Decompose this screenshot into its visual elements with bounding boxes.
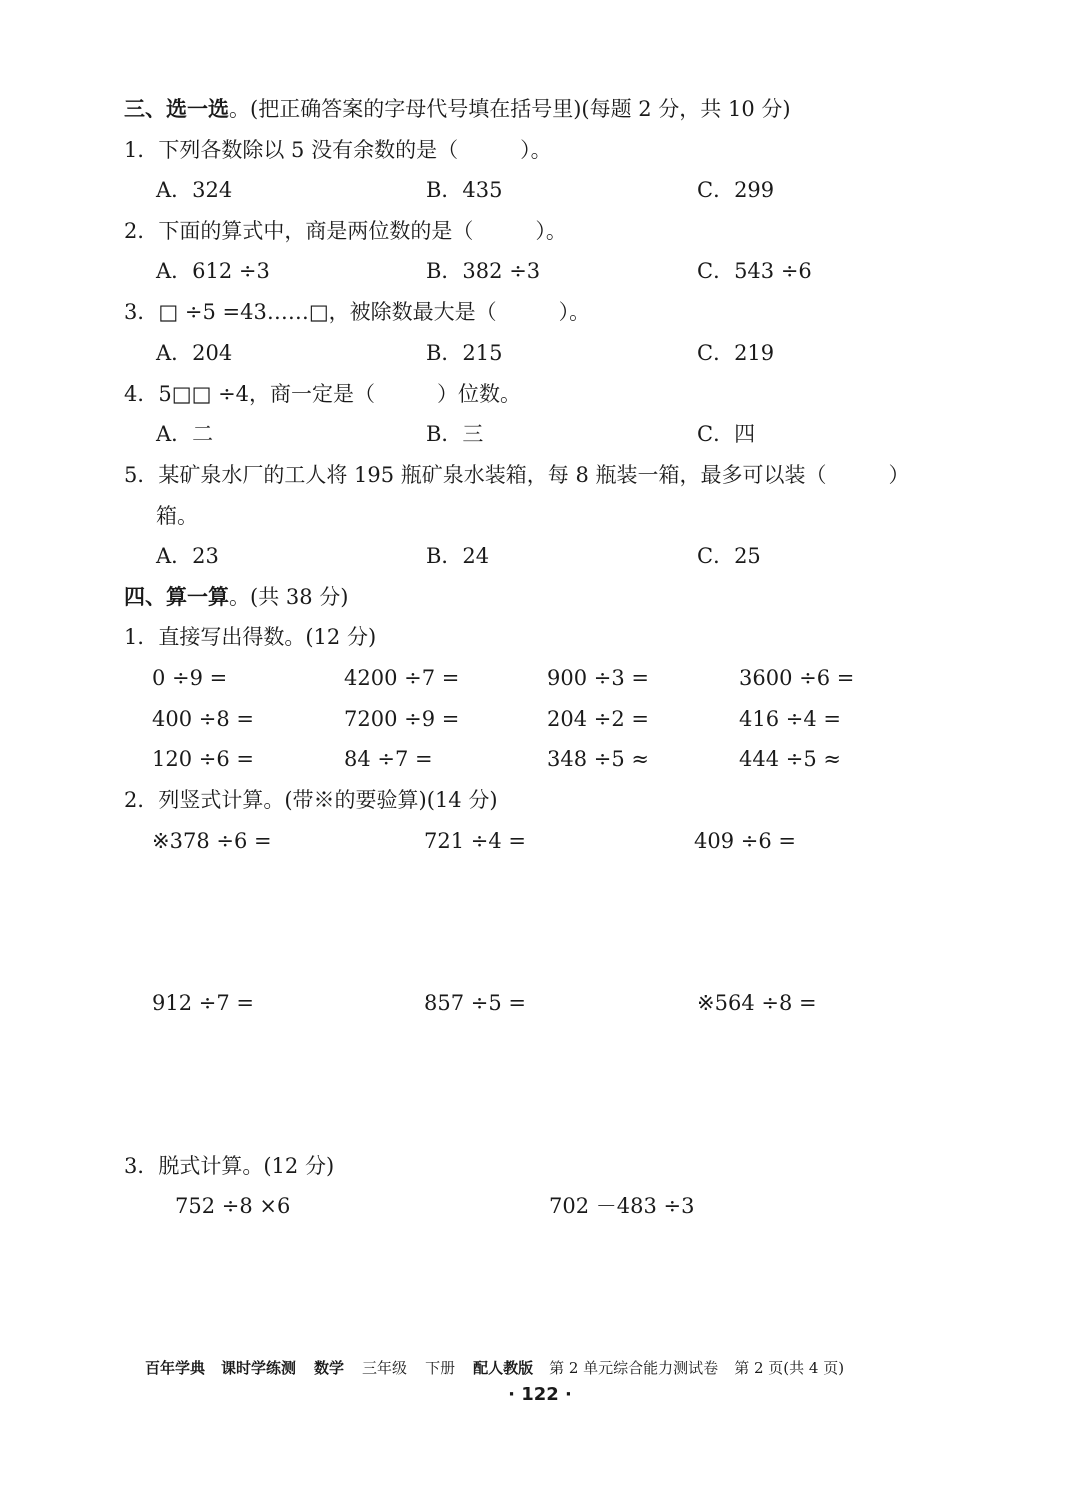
question-1-tail: ）。	[520, 138, 552, 162]
q2-option-a: A．612 ÷3	[156, 259, 270, 283]
question-3-tail: ）。	[558, 300, 591, 324]
section3-note: 。(把正确答案的字母代号填在括号里)(每题 2 分，共 10 分)	[229, 97, 791, 121]
vertical-calc-item: 409 ÷6 =	[694, 829, 796, 853]
q2-option-b: B．382 ÷3	[426, 259, 541, 283]
q4-option-b: B．三	[426, 422, 484, 446]
q5-option-c: C．25	[697, 544, 761, 568]
calc-item: 84 ÷7 =	[344, 747, 433, 771]
q5-option-a: A．23	[156, 544, 219, 568]
part1-title: 1．直接写出得数。(12 分)	[124, 625, 377, 649]
section4-heading	[124, 582, 348, 612]
question-3-stem: 3．□ ÷5 =43……□，被除数最大是（	[124, 300, 497, 324]
q1-option-b: B．435	[426, 178, 503, 202]
calc-item: 204 ÷2 =	[547, 707, 649, 731]
section4-note: 。(共 38 分)	[229, 585, 349, 609]
calc-item: 0 ÷9 =	[152, 666, 228, 690]
stepwise-calc-item: 752 ÷8 ×6	[175, 1194, 291, 1218]
calc-item: 348 ÷5 ≈	[547, 747, 649, 771]
question-2	[124, 216, 567, 246]
question-4	[124, 379, 521, 409]
calc-item: 3600 ÷6 =	[739, 666, 855, 690]
calc-item: 4200 ÷7 =	[344, 666, 460, 690]
part3-title: 3．脱式计算。(12 分)	[124, 1154, 335, 1178]
section3-heading	[124, 94, 791, 124]
calc-item: 400 ÷8 =	[152, 707, 254, 731]
vertical-calc-item: ※564 ÷8 =	[697, 991, 817, 1015]
footer-volume: 下册	[425, 1359, 456, 1377]
vertical-calc-item: 912 ÷7 =	[152, 991, 254, 1015]
section3-title: 三、选一选	[124, 97, 229, 121]
section4-title: 四、算一算	[124, 585, 229, 609]
calc-item: 444 ÷5 ≈	[739, 747, 841, 771]
footer-series: 课时学练测	[221, 1359, 297, 1377]
page-number: · 122 ·	[508, 1384, 572, 1405]
question-2-tail: ）。	[535, 219, 567, 243]
q1-option-a: A．324	[156, 178, 233, 202]
q2-option-c: C．543 ÷6	[697, 259, 812, 283]
q3-option-c: C．219	[697, 341, 775, 365]
part2-title: 2．列竖式计算。(带※的要验算)(14 分)	[124, 788, 498, 812]
calc-item: 416 ÷4 =	[739, 707, 841, 731]
calc-item: 7200 ÷9 =	[344, 707, 460, 731]
q5-option-b: B．24	[426, 544, 490, 568]
footer-edition: 配人教版	[473, 1359, 534, 1377]
q3-option-a: A．204	[156, 341, 233, 365]
footer-subject: 数学	[314, 1359, 345, 1377]
footer	[145, 1353, 844, 1383]
question-5	[124, 460, 910, 490]
vertical-calc-item: 721 ÷4 =	[424, 829, 526, 853]
vertical-calc-item: 857 ÷5 =	[424, 991, 526, 1015]
question-2-stem: 2．下面的算式中，商是两位数的是（	[124, 219, 474, 243]
question-4-tail: ）位数。	[437, 382, 522, 406]
vertical-calc-item: ※378 ÷6 =	[152, 829, 272, 853]
question-5-continuation: 箱。	[156, 504, 198, 528]
q3-option-b: B．215	[426, 341, 503, 365]
calc-item: 900 ÷3 =	[547, 666, 649, 690]
q1-option-c: C．299	[697, 178, 775, 202]
question-5-stem: 5．某矿泉水厂的工人将 195 瓶矿泉水装箱，每 8 瓶装一箱，最多可以装（	[124, 463, 827, 487]
question-3	[124, 297, 590, 327]
footer-test: 第 2 单元综合能力测试卷	[549, 1359, 719, 1377]
stepwise-calc-item: 702 －483 ÷3	[549, 1194, 695, 1218]
calc-item: 120 ÷6 =	[152, 747, 254, 771]
q4-option-a: A．二	[156, 422, 214, 446]
footer-brand: 百年学典	[145, 1359, 206, 1377]
question-1	[124, 135, 552, 165]
question-4-stem: 4．5□□ ÷4，商一定是（	[124, 382, 376, 406]
question-5-tail: ）	[888, 463, 910, 487]
footer-pageinfo: 第 2 页(共 4 页)	[734, 1359, 845, 1377]
question-1-stem: 1．下列各数除以 5 没有余数的是（	[124, 138, 459, 162]
q4-option-c: C．四	[697, 422, 756, 446]
footer-grade: 三年级	[362, 1359, 408, 1377]
